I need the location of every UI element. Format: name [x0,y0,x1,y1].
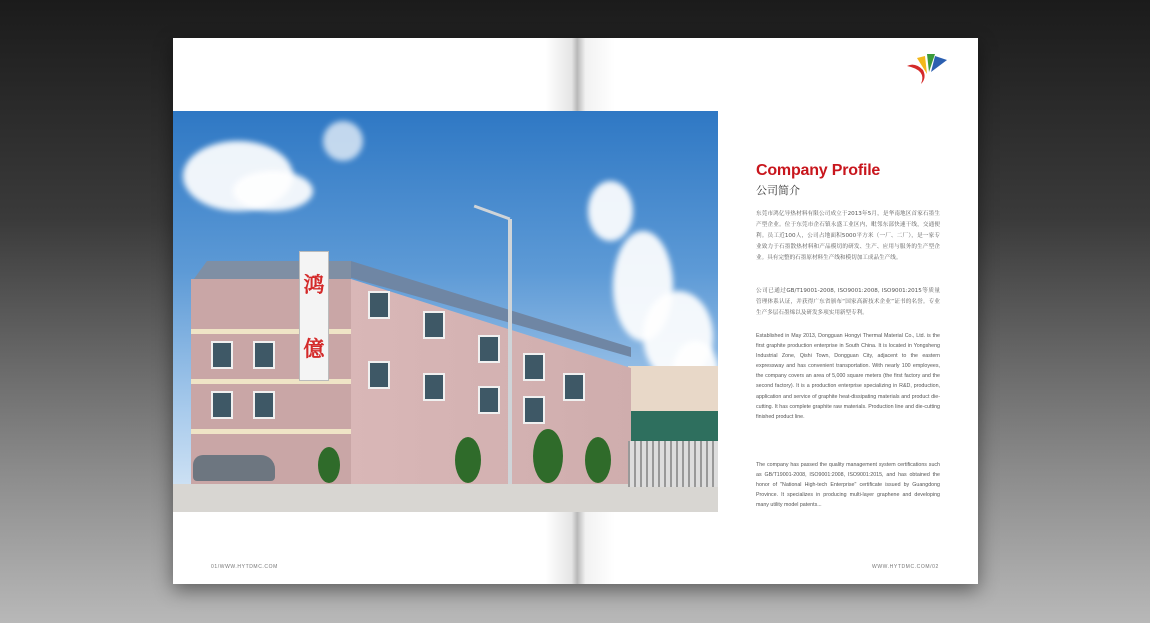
window [423,373,445,401]
shrub [318,447,340,483]
sign-char-1: 鸿 [303,273,325,297]
window [478,335,500,363]
window [523,353,545,381]
window [211,341,233,369]
intro-paragraph-en: Established in May 2013, Dongguan Hongyi Thermal Material Co., Ltd. is the first graphite production enterprise in South China. It is located in Yongsheng Industrial Zone, Qishi Town, Dongguan City, adjacent to the eastern expressway and has convenient transportation. With nearly 100 employees, the company covers an area of 5,000 square meters (the first factory and the second factory). It is a production enterprise specializing in R&D, production, application and service of graphite heat-dissipating materials and product die-cutting. It has complete graphite raw materials. Production line and die-cutting finished product line. [756,333,940,420]
window [478,386,500,414]
footer-left-page-number: 01/WWW.HYTDMC.COM [211,564,278,570]
sliding-gate [628,441,718,487]
background-roof [628,411,718,441]
window [423,311,445,339]
building-stripe [191,429,351,434]
window [368,291,390,319]
intro-paragraph-cn: 东莞市鸿亿导热材料有限公司成立于2013年5月，是华南地区首家石墨生产型企业。位于东莞市企石镇永盛工业区内，毗邻东部快速干线，交通便利。员工近100人，公司占地面积5000平方米（一厂、二厂），是一家专业致力于石墨散热材料和产品模切的研发、生产、应用与服务的生产型企业。具有完整的石墨原材料生产线和模切加工成品生产线。 [756,211,940,261]
cloud [233,171,313,211]
shrub [585,437,611,483]
cloud [588,181,633,241]
window [253,391,275,419]
sign-char-2: 億 [303,337,325,361]
window [368,361,390,389]
shrub [533,429,563,483]
building-sign [299,251,329,381]
cloud [323,121,363,161]
window [523,396,545,424]
street-lamp-pole [508,219,512,489]
certification-paragraph-cn: 公司已通过GB/T19001-2008, ISO9001:2008, ISO9001:2015等质量管理体系认证，并获得广东省颁布“国家高新技术企业”证书的名誉。专业生产多层石墨烯以及研发多项实用新型专利。 [756,288,940,316]
window [563,373,585,401]
window [211,391,233,419]
window [253,341,275,369]
parked-car [193,455,275,481]
section-title: Company Profile [756,162,881,179]
company-logo-icon [905,52,949,86]
street-lamp-arm [474,205,511,221]
logo-red-stroke [907,65,925,84]
factory-photo [173,111,718,512]
section-subtitle-cn: 公司简介 [756,184,800,197]
certification-paragraph-en: The company has passed the quality management system certifications such as GB/T19001-2008, ISO9001:2008, ISO9001:2015, and has obtained the honor of "National High-tech Enterprise" certificate issued by Guangdong Province. It specializes in producing multi-layer graphene and developing many utility model patents... [756,462,940,509]
footer-right-page-number: WWW.HYTDMC.COM/02 [872,564,939,570]
shrub [455,437,481,483]
ground [173,484,718,512]
